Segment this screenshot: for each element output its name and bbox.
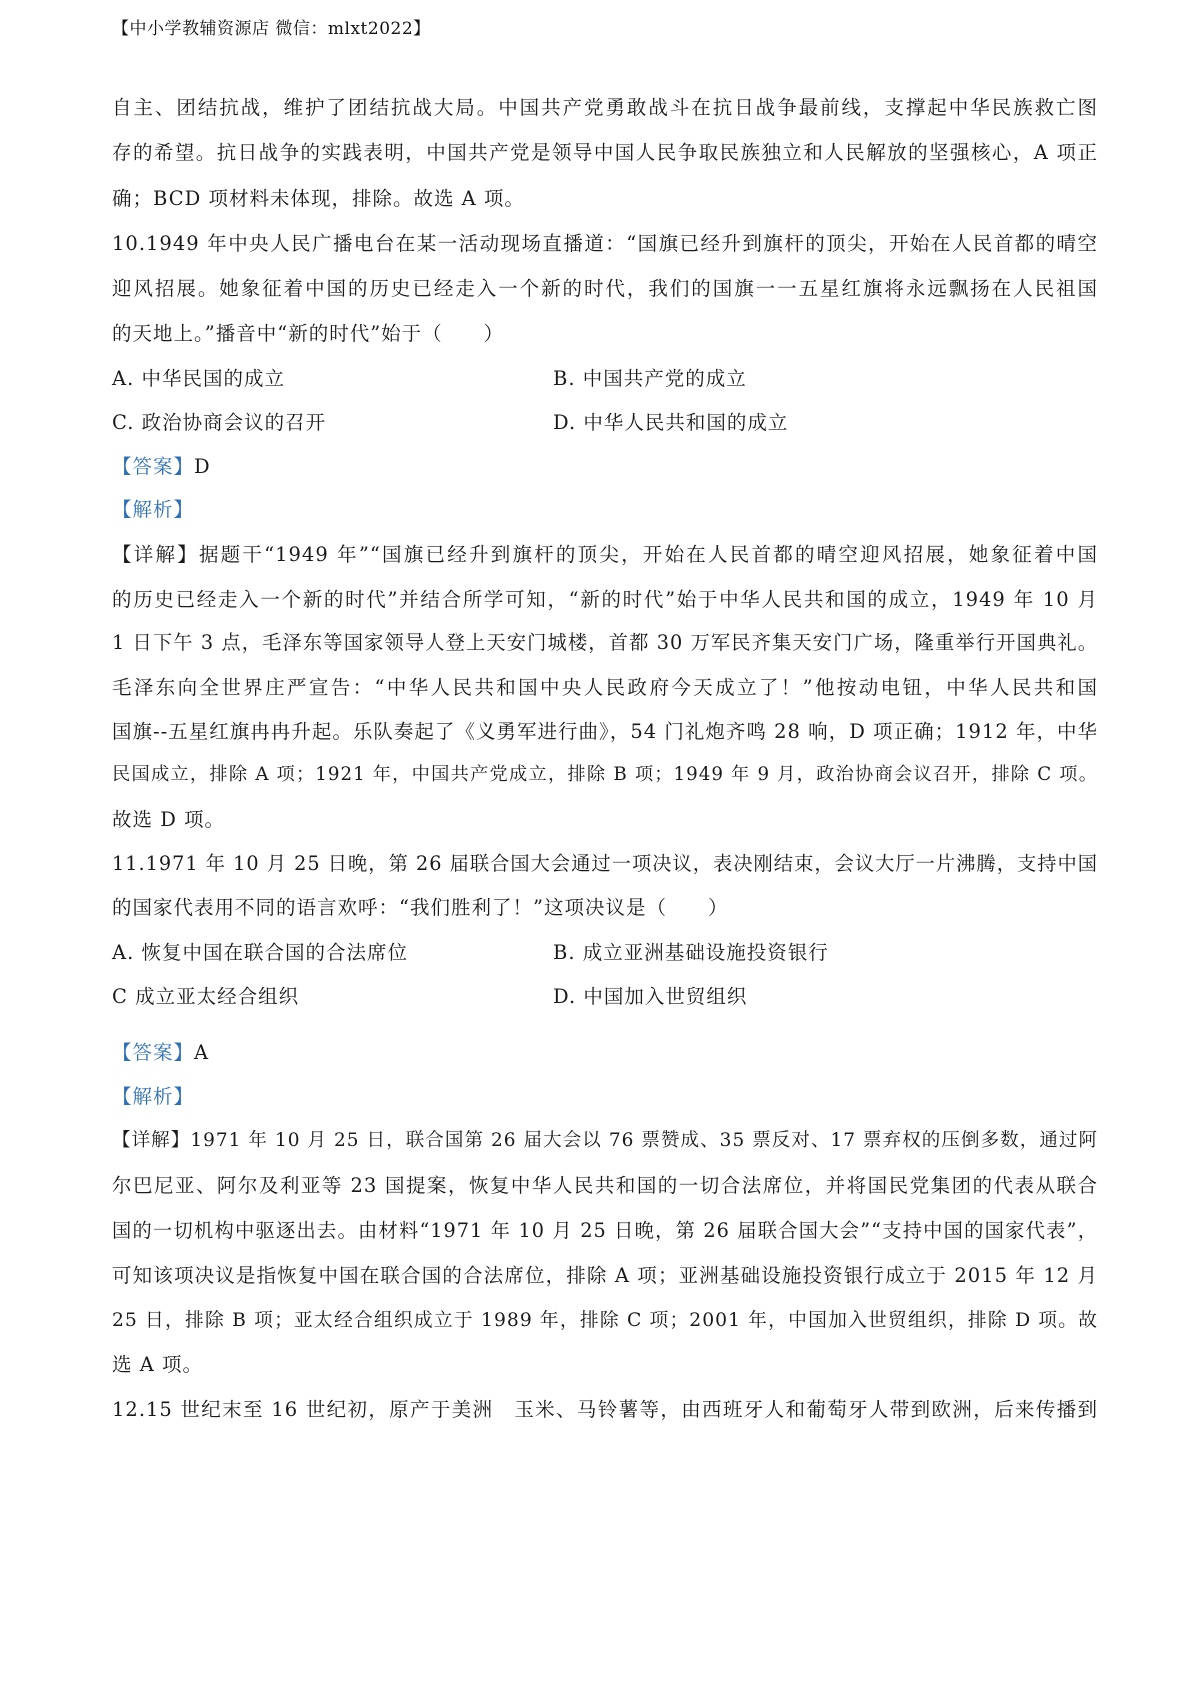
q10-detail-line: 的历史已经走入一个新的时代”并结合所学可知，“新的时代”始于中华人民共和国的成立，1949 年 10 月: [112, 588, 1098, 611]
q10-option-c: C. 政治协商会议的召开: [112, 411, 327, 434]
answer-value: A: [194, 1041, 210, 1064]
q10-option-d: D. 中华人民共和国的成立: [553, 411, 789, 434]
detail-text: 1971 年 10 月 25 日，联合国第 26 届大会以 76 票赞成、35 票反对、17 票弃权的压倒多数，通过阿: [190, 1130, 1098, 1151]
q11-option-d: D. 中国加入世贸组织: [553, 985, 748, 1008]
q11-detail-line: [112, 1129, 1098, 1153]
q11-answer-row: [112, 1041, 209, 1065]
q10-detail-line: 毛泽东向全世界庄严宣告：“中华人民共和国中央人民政府今天成立了！”他按动电钮，中华人民共和国: [112, 676, 1098, 699]
detail-text: 据题干“1949 年”“国旗已经升到旗杆的顶尖，开始在人民首都的晴空迎风招展，她象征着中国: [198, 543, 1098, 566]
q10-analysis-tag: 【解析】: [112, 498, 195, 521]
q11-stem-line: 11.1971 年 10 月 25 日晚，第 26 届联合国大会通过一项决议，表决刚结束，会议大厅一片沸腾，支持中国: [112, 852, 1098, 875]
q10-detail-line: 1 日下午 3 点，毛泽东等国家领导人登上天安门城楼，首都 30 万军民齐集天安门广场，隆重举行开国典礼。: [112, 631, 1098, 654]
q11-option-c: C 成立亚太经合组织: [112, 985, 300, 1008]
source-tag: 【中小学教辅资源店 微信：mlxt2022】: [112, 19, 431, 39]
detail-tag: 【详解】: [112, 543, 199, 566]
q9-tail-line: 存的希望。抗日战争的实践表明，中国共产党是领导中国人民争取民族独立和人民解放的坚强核心，A 项正: [112, 141, 1098, 164]
q11-option-b: B. 成立亚洲基础设施投资银行: [553, 941, 829, 964]
q11-stem-line: 的国家代表用不同的语言欢呼：“我们胜利了！”这项决议是（ ）: [112, 896, 729, 919]
q12-stem-line: 12.15 世纪末至 16 世纪初，原产于美洲 玉米、马铃薯等，由西班牙人和葡萄牙人带到欧洲，后来传播到: [112, 1398, 1098, 1421]
q11-option-a: A. 恢复中国在联合国的合法席位: [112, 941, 408, 964]
q10-option-b: B. 中国共产党的成立: [553, 367, 747, 390]
q10-detail-line: 民国成立，排除 A 项；1921 年，中国共产党成立，排除 B 项；1949 年 9 月，政治协商会议召开，排除 C 项。: [112, 764, 1098, 785]
q9-tail-line: 确；BCD 项材料未体现，排除。故选 A 项。: [112, 187, 525, 210]
q10-stem-line: 的天地上。”播音中“新的时代”始于（ ）: [112, 322, 505, 345]
answer-tag: 【答案】: [112, 455, 195, 478]
q11-detail-line: 25 日，排除 B 项；亚太经合组织成立于 1989 年，排除 C 项；2001 年，中国加入世贸组织，排除 D 项。故: [112, 1310, 1098, 1331]
q11-detail-line: 尔巴尼亚、阿尔及利亚等 23 国提案，恢复中华人民共和国的一切合法席位，并将国民党集团的代表从联合: [112, 1174, 1098, 1197]
q10-detail-line: 故选 D 项。: [112, 808, 226, 831]
q10-detail-line: [112, 543, 1098, 567]
q10-stem-line: 迎风招展。她象征着中国的历史已经走入一个新的时代，我们的国旗一一五星红旗将永远飘扬在人民祖国: [112, 277, 1098, 300]
q9-tail-line: 自主、团结抗战，维护了团结抗战大局。中国共产党勇敢战斗在抗日战争最前线，支撑起中华民族救亡图: [112, 96, 1098, 119]
q11-analysis-tag: 【解析】: [112, 1085, 195, 1108]
q11-detail-line: 国的一切机构中驱逐出去。由材料“1971 年 10 月 25 日晚，第 26 届联合国大会”“支持中国的国家代表”，: [112, 1219, 1098, 1242]
detail-tag: 【详解】: [112, 1130, 191, 1151]
q10-answer-row: [112, 455, 211, 479]
q10-option-a: A. 中华民国的成立: [112, 367, 285, 390]
q11-detail-line: 选 A 项。: [112, 1353, 203, 1376]
answer-value: D: [194, 455, 211, 478]
q11-detail-line: 可知该项决议是指恢复中国在联合国的合法席位，排除 A 项；亚洲基础设施投资银行成立于 2015 年 12 月: [112, 1264, 1098, 1287]
answer-tag: 【答案】: [112, 1041, 195, 1064]
q10-stem-line: 10.1949 年中央人民广播电台在某一活动现场直播道：“国旗已经升到旗杆的顶尖，开始在人民首都的晴空: [112, 232, 1098, 255]
q10-detail-line: 国旗--五星红旗冉冉升起。乐队奏起了《义勇军进行曲》，54 门礼炮齐鸣 28 响，D 项正确；1912 年，中华: [112, 720, 1098, 743]
